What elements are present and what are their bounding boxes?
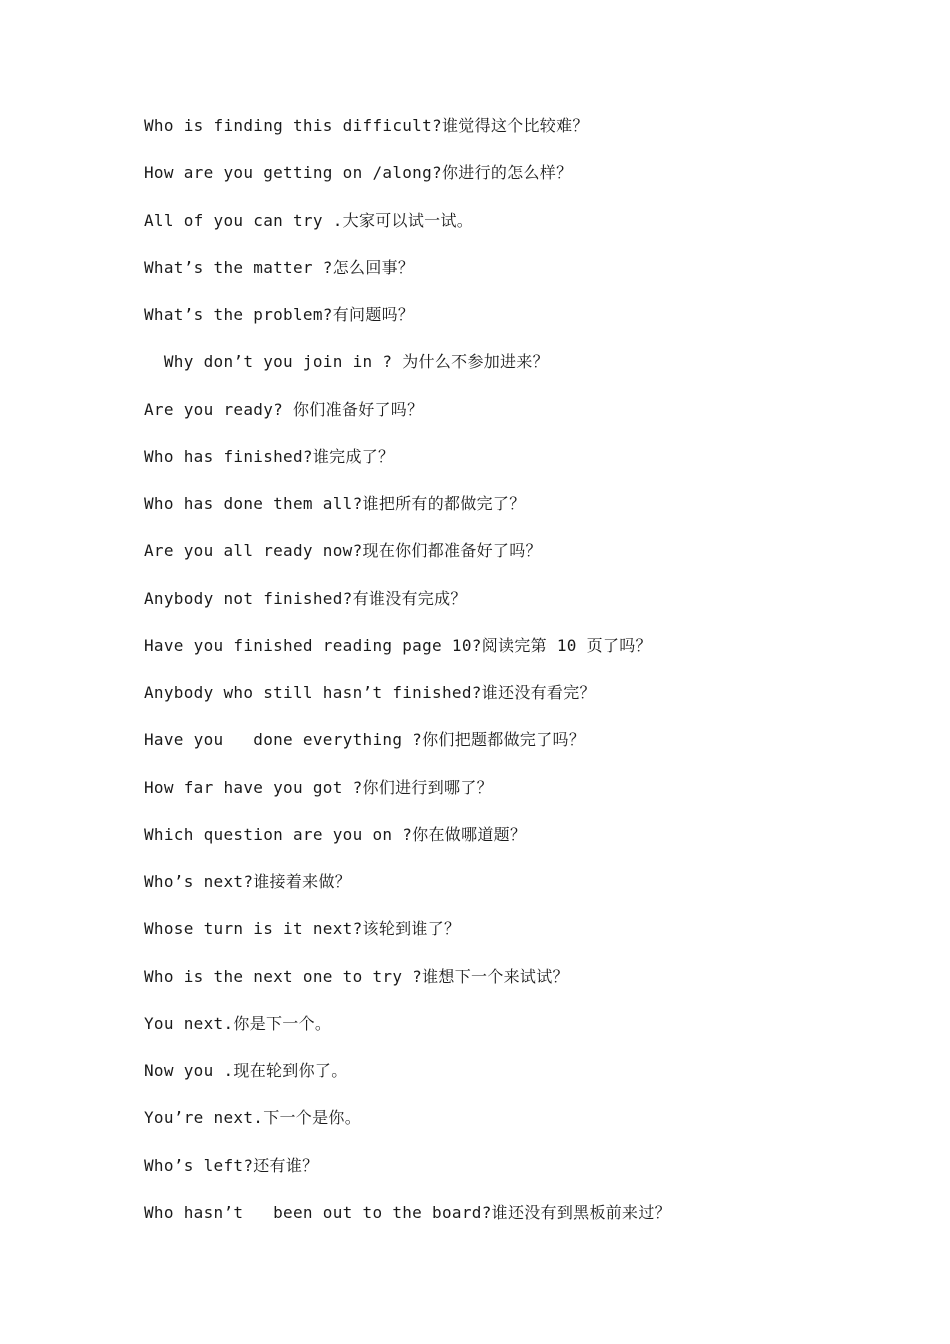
phrase-line: Who is finding this difficult?谁觉得这个比较难？: [144, 116, 589, 135]
phrase-line: How are you getting on /along?你进行的怎么样？: [144, 163, 573, 183]
phrase-line: Why don’t you join in ? 为什么不参加进来？: [144, 352, 549, 372]
phrase-line: What’s the problem?有问题吗？: [144, 305, 415, 324]
phrase-line: Who’s left?还有谁？: [144, 1155, 319, 1175]
phrase-line: Which question are you on ?你在做哪道题？: [144, 824, 527, 844]
phrase-line: Have you done everything ?你们把题都做完了吗？: [144, 730, 586, 750]
phrase-line: Who hasn’t been out to the board?谁还没有到黑板前来过？: [144, 1202, 671, 1222]
phrase-line: Anybody not finished?有谁没有完成？: [144, 588, 467, 608]
phrase-line: Whose turn is it next?该轮到谁了？: [144, 919, 461, 939]
phrase-line: Are you ready? 你们准备好了吗？: [144, 399, 424, 419]
phrase-line: How far have you got ?你们进行到哪了？: [144, 777, 493, 797]
phrase-line: All of you can try .大家可以试一试。: [144, 210, 474, 230]
phrase-line: You next.你是下一个。: [144, 1013, 332, 1033]
phrase-line: You’re next.下一个是你。: [144, 1108, 361, 1128]
phrase-line: Anybody who still hasn’t finished?谁还没有看完？: [144, 683, 596, 702]
phrase-line: Who is the next one to try ?谁想下一个来试试？: [144, 966, 569, 986]
phrase-line: Are you all ready now?现在你们都准备好了吗？: [144, 541, 542, 561]
phrase-line: Who’s next?谁接着来做？: [144, 872, 352, 891]
phrase-line: Who has done them all?谁把所有的都做完了？: [144, 494, 526, 513]
phrase-list: [144, 113, 671, 1247]
phrase-line: Who has finished?谁完成了？: [144, 446, 395, 466]
phrase-line: Now you .现在轮到你了。: [144, 1061, 348, 1080]
phrase-line: Have you finished reading page 10?阅读完第 10 页了吗？: [144, 635, 652, 655]
phrase-line: What’s the matter ?怎么回事？: [144, 257, 415, 277]
